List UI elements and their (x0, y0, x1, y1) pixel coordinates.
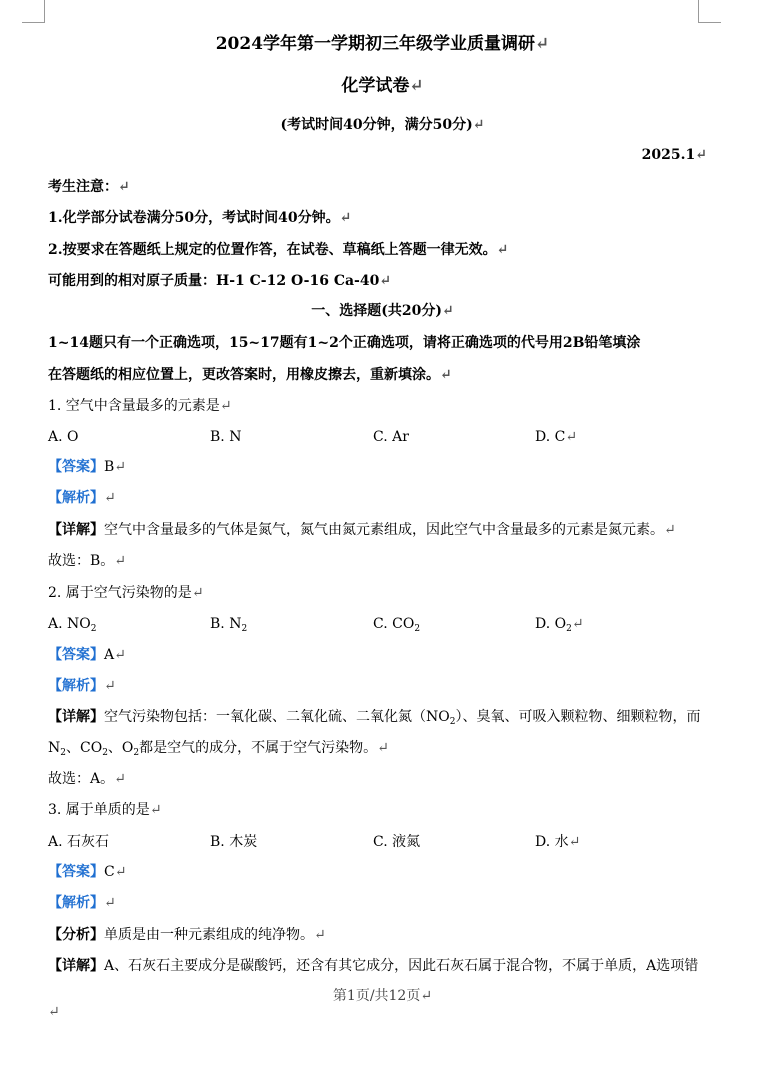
q2-choice: 故选：A。↵ (48, 771, 126, 787)
q1-analysis-label: 【解析】↵ (48, 490, 116, 506)
exam-title: 2024学年第一学期初三年级学业质量调研↵ (215, 34, 550, 54)
q2-detail-line-1: 【详解】空气污染物包括：一氧化碳、二氧化硫、二氧化氮$(NO_2)$、臭氧、可吸入颗粒物、细颗粒物，而 (48, 709, 701, 727)
q1-choice: 故选：B。↵ (48, 553, 127, 569)
notice-item-1: 1.化学部分试卷满分50分，考试时间40分钟。↵ (48, 210, 352, 226)
q1-option-c: C. Ar (373, 429, 409, 445)
q2-option-c: C. $CO_2$ (373, 616, 421, 634)
notice-item-2: 2.按要求在答题纸上规定的位置作答，在试卷、草稿纸上答题一律无效。↵ (48, 242, 509, 258)
q3-analysis-label: 【解析】↵ (48, 895, 116, 911)
q1-detail: 【详解】空气中含量最多的气体是氮气，氮气由氮元素组成，因此空气中含量最多的元素是氮元素。↵ (48, 522, 676, 538)
q2-option-a: A. $NO_2$ (48, 616, 97, 634)
q2-analysis-label: 【解析】↵ (48, 678, 116, 694)
crop-mark-top-right (698, 0, 721, 23)
q1-answer: 【答案】B↵ (48, 459, 127, 475)
page-footer: 第1页/共12页↵ (332, 988, 433, 1004)
q2-detail-line-2: $N_2$、$CO_2$、$O_2$都是空气的成分，不属于空气污染物。↵ (48, 740, 389, 758)
q3-option-a: A. 石灰石 (48, 834, 110, 850)
notice-heading: 考生注意：↵ (48, 179, 130, 195)
paragraph-mark: ↵ (48, 1004, 60, 1020)
q1-stem: 1. 空气中含量最多的元素是↵ (48, 398, 232, 414)
q2-option-d: D. $O_2↵$ (535, 616, 584, 634)
q1-option-a: A. O (48, 429, 79, 445)
q3-detail: 【详解】A、石灰石主要成分是碳酸钙，还含有其它成分，因此石灰石属于混合物，不属于单质，A选项错 (48, 958, 699, 974)
q2-option-b: B. $N_2$ (210, 616, 248, 634)
section-instruction-2: 在答题纸的相应位置上，更改答案时，用橡皮擦去，重新填涂。↵ (48, 367, 452, 383)
crop-mark-top-left (22, 0, 45, 23)
q1-option-d: D. C↵ (535, 429, 578, 445)
q2-answer: 【答案】A↵ (48, 647, 126, 663)
q3-answer: 【答案】C↵ (48, 864, 127, 880)
exam-subject: 化学试卷↵ (341, 76, 424, 96)
q3-option-c: C. 液氮 (373, 834, 421, 850)
atomic-masses: 可能用到的相对原子质量：H-1 C-12 O-16 Ca-40↵ (48, 273, 392, 289)
q1-option-b: B. N (210, 429, 242, 445)
q3-option-b: B. 木炭 (210, 834, 258, 850)
q3-stem: 3. 属于单质的是↵ (48, 802, 162, 818)
exam-date: 2025.1↵ (641, 147, 707, 163)
q3-option-d: D. 水↵ (535, 834, 581, 850)
section-title: 一、选择题(共20分)↵ (311, 303, 454, 319)
section-instruction-1: 1~14题只有一个正确选项，15~17题有1~2个正确选项，请将正确选项的代号用2B铅笔填涂 (48, 335, 641, 351)
exam-timing: (考试时间40分钟，满分50分)↵ (280, 117, 485, 133)
q2-stem: 2. 属于空气污染物的是↵ (48, 585, 204, 601)
q3-fenxi: 【分析】单质是由一种元素组成的纯净物。↵ (48, 927, 326, 943)
